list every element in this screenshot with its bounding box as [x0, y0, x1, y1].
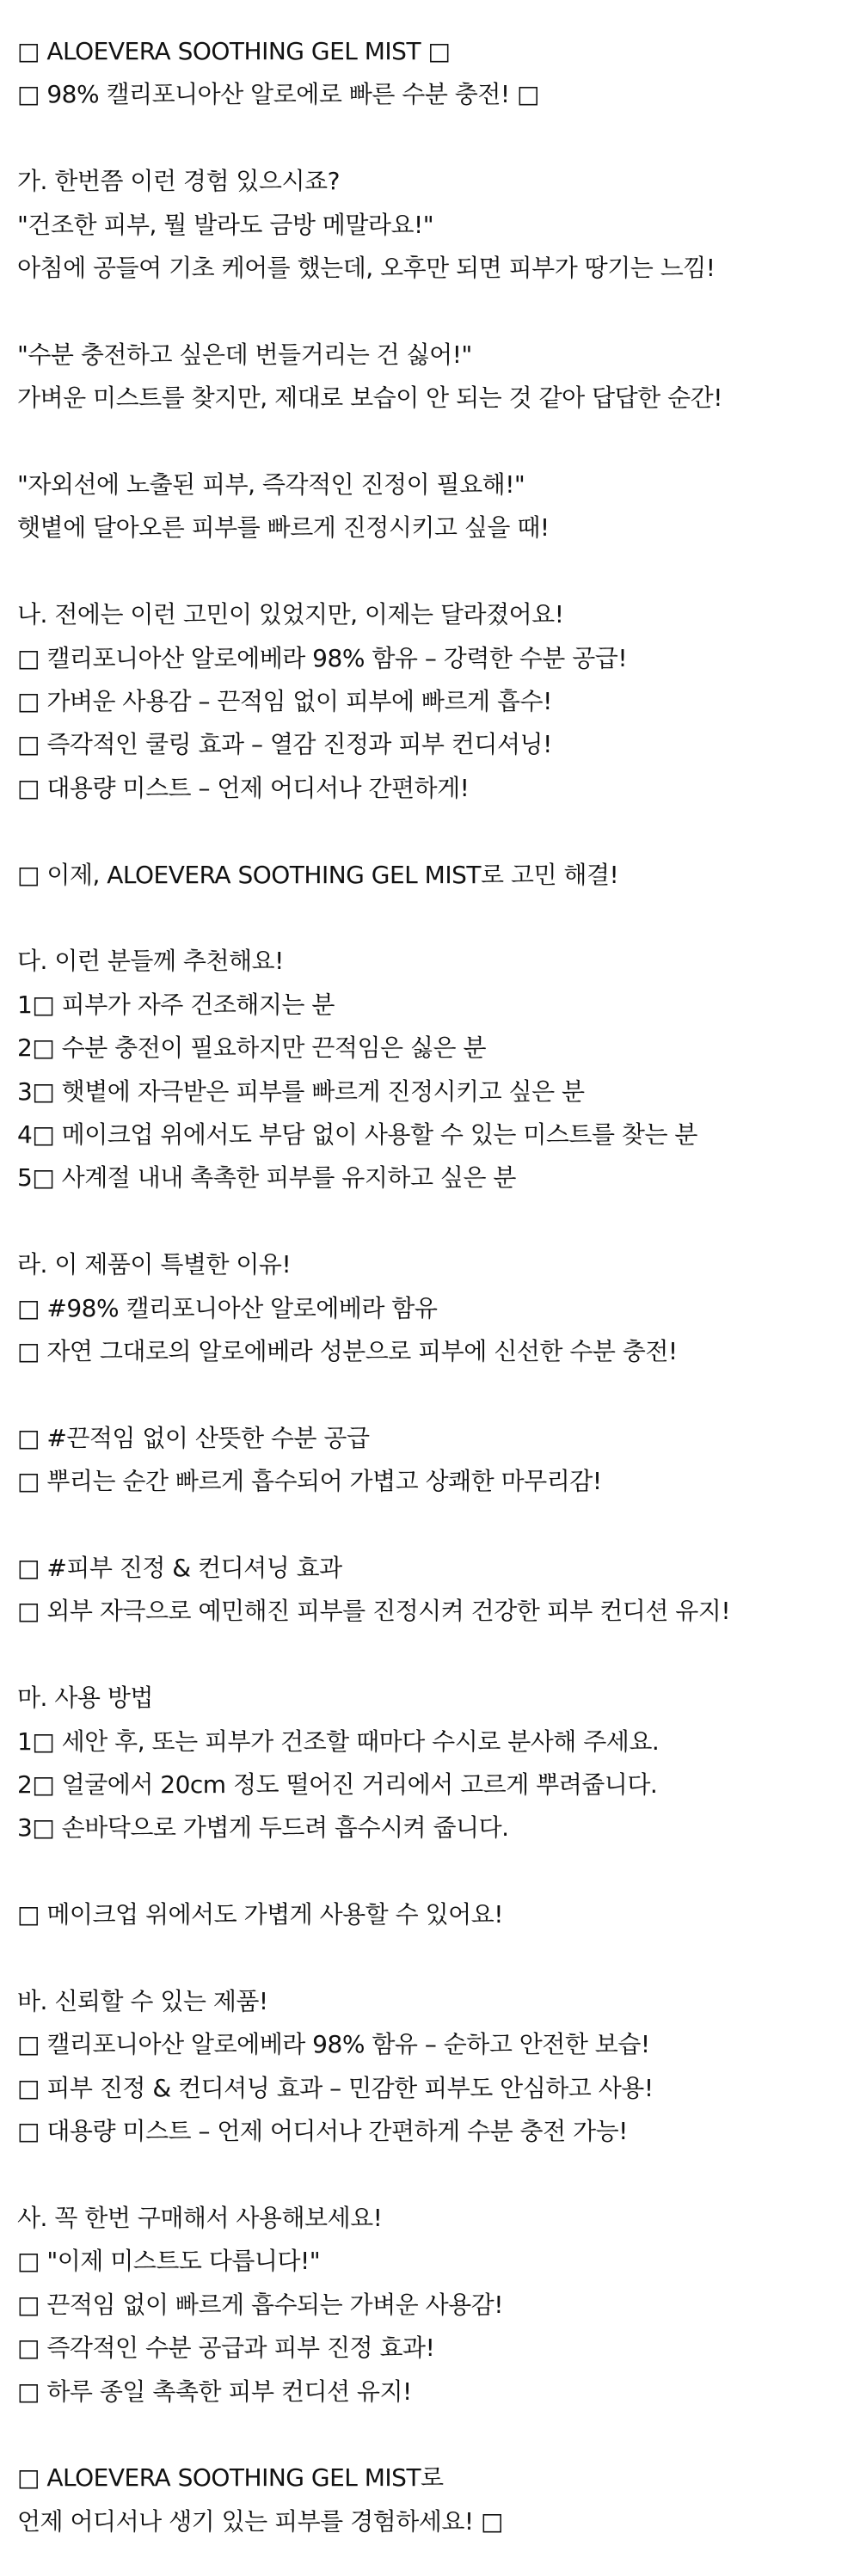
text-line: 햇볕에 달아오른 피부를 빠르게 진정시키고 싶을 때!	[17, 513, 550, 543]
text-line: 1□ 세안 후, 또는 피부가 건조할 때마다 수시로 분사해 주세요.	[17, 1727, 660, 1756]
text-line: □ 외부 자극으로 예민해진 피부를 진정시켜 건강한 피부 컨디션 유지!	[17, 1597, 731, 1626]
text-line: "자외선에 노출된 피부, 즉각적인 진정이 필요해!"	[17, 470, 525, 499]
text-line: □ 메이크업 위에서도 가볍게 사용할 수 있어요!	[17, 1900, 503, 1929]
text-line: □ 뿌리는 순간 빠르게 흡수되어 가볍고 상쾌한 마무리감!	[17, 1467, 602, 1496]
text-line: □ 자연 그대로의 알로에베라 성분으로 피부에 신선한 수분 충전!	[17, 1337, 678, 1365]
text-line: □ 끈적임 없이 빠르게 흡수되는 가벼운 사용감!	[17, 2290, 503, 2319]
text-line: 바. 신뢰할 수 있는 제품!	[17, 1987, 268, 2015]
text-line: □ 캘리포니아산 알로에베라 98% 함유 – 강력한 수분 공급!	[17, 643, 628, 672]
text-line: 5□ 사계절 내내 촉촉한 피부를 유지하고 싶은 분	[17, 1163, 516, 1193]
text-line: 라. 이 제품이 특별한 이유!	[17, 1250, 292, 1279]
text-line: 사. 꼭 한번 구매해서 사용해보세요!	[17, 2204, 383, 2232]
text-line: □ ALOEVERA SOOTHING GEL MIST로	[17, 2463, 444, 2493]
text-line: □ 즉각적인 수분 공급과 피부 진정 효과!	[17, 2334, 435, 2363]
text-line: 아침에 공들여 기초 케어를 했는데, 오후만 되면 피부가 땅기는 느낌!	[17, 254, 716, 282]
text-line: □ #끈적임 없이 산뜻한 수분 공급	[17, 1423, 370, 1452]
text-line: □ 가벼운 사용감 – 끈적임 없이 피부에 빠르게 흡수!	[17, 687, 552, 715]
text-line: □ 피부 진정 & 컨디셔닝 효과 – 민감한 피부도 안심하고 사용!	[17, 2073, 654, 2102]
text-line: 다. 이런 분들께 추천해요!	[17, 947, 284, 976]
text-line: □ 98% 캘리포니아산 알로에로 빠른 수분 충전! □	[17, 80, 539, 109]
text-line: 1□ 피부가 자주 건조해지는 분	[17, 990, 335, 1019]
text-line: □ ALOEVERA SOOTHING GEL MIST □	[17, 37, 451, 65]
text-line: □ 즉각적인 쿨링 효과 – 열감 진정과 피부 컨디셔닝!	[17, 730, 552, 759]
text-line: 4□ 메이크업 위에서도 부담 없이 사용할 수 있는 미스트를 찾는 분	[17, 1120, 697, 1149]
text-line: 3□ 손바닥으로 가볍게 두드려 흡수시켜 줍니다.	[17, 1813, 509, 1843]
text-line: "건조한 피부, 뭘 발라도 금방 메말라요!"	[17, 210, 434, 239]
text-line: 2□ 수분 충전이 필요하지만 끈적임은 싫은 분	[17, 1033, 486, 1063]
text-line: □ #피부 진정 & 컨디셔닝 효과	[17, 1554, 342, 1582]
text-line: □ 하루 종일 촉촉한 피부 컨디션 유지!	[17, 2377, 412, 2406]
text-line: □ 캘리포니아산 알로에베라 98% 함유 – 순하고 안전한 보습!	[17, 2030, 650, 2059]
text-line: 마. 사용 방법	[17, 1684, 153, 1713]
text-line: 2□ 얼굴에서 20cm 정도 떨어진 거리에서 고르게 뿌려줍니다.	[17, 1770, 658, 1799]
text-line: 가. 한번쯤 이런 경험 있으시죠?	[17, 167, 340, 196]
text-line: "수분 충전하고 싶은데 번들거리는 건 싫어!"	[17, 340, 472, 369]
text-line: 언제 어디서나 생기 있는 피부를 경험하세요! □	[17, 2506, 503, 2536]
text-line: □ 대용량 미스트 – 언제 어디서나 간편하게!	[17, 773, 470, 802]
text-line: □ 대용량 미스트 – 언제 어디서나 간편하게 수분 충전 가능!	[17, 2117, 628, 2146]
text-line: 3□ 햇볕에 자극받은 피부를 빠르게 진정시키고 싶은 분	[17, 1076, 585, 1106]
text-line: 가벼운 미스트를 찾지만, 제대로 보습이 안 되는 것 같아 답답한 순간!	[17, 383, 722, 413]
text-line: □ #98% 캘리포니아산 알로에베라 함유	[17, 1293, 438, 1322]
text-line: □ 이제, ALOEVERA SOOTHING GEL MIST로 고민 해결!	[17, 860, 619, 889]
text-line: 나. 전에는 이런 고민이 있었지만, 이제는 달라졌어요!	[17, 600, 564, 629]
text-line: □ "이제 미스트도 다릅니다!"	[17, 2247, 321, 2276]
